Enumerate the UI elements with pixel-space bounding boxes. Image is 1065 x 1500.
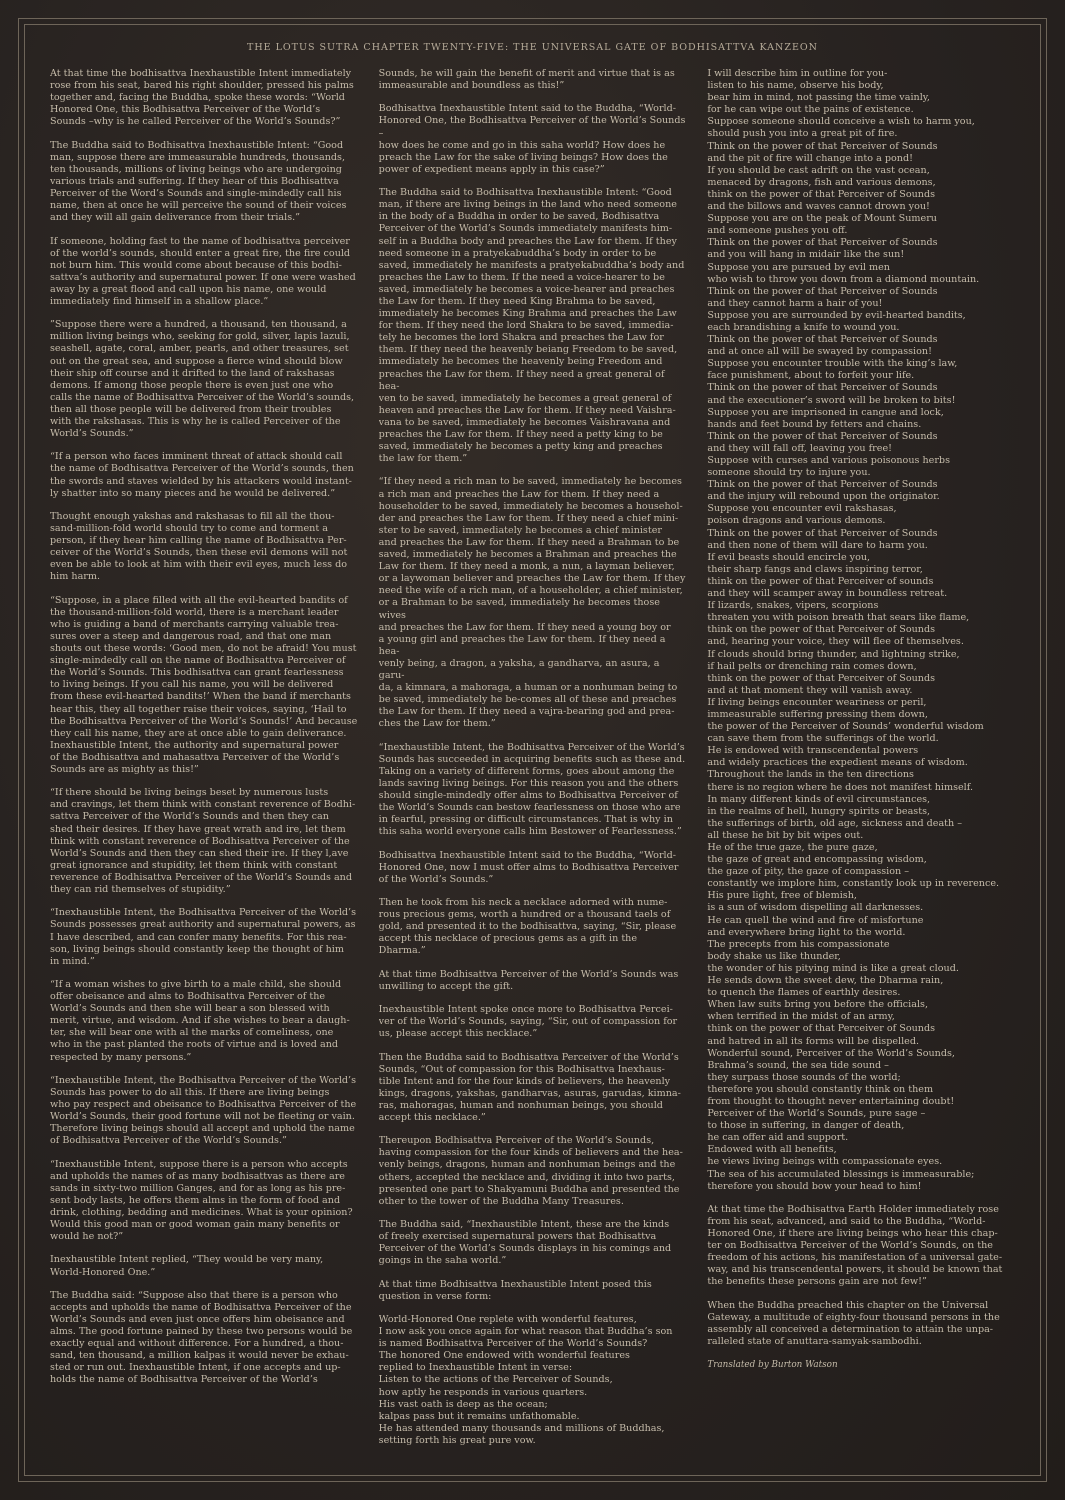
- paragraph: Bodhisattva Inexhaustible Intent said to the Buddha, “World- Honored One, the Bodhisattva Perceiver of the World’s Sounds – how does he come and go in this saha world? How does he preach the Law for the sake of living beings? How does the power of expedient means apply in this case?”: [378, 103, 686, 175]
- paragraph: The Buddha said to Bodhisattva Inexhaustible Intent: “Good man, suppose there are immeasurable hundreds, thousands, ten thousands, millions of living beings who are undergoing various trials and suffering. If they hear of this Bodhisattva Perceiver of the Word’s Sounds and single-mindedly call his name, then at once he will perceive the sound of their voices and they will all gain deliverance from their trials.”: [50, 139, 347, 224]
- paragraph: “Inexhaustible Intent, the Bodhisattva Perceiver of the World’s Sounds has power to do all this. If there are living beings who pay respect and obeisance to Bodhisattva Perceiver of the World’s Sounds, their good fortune will not be fleeting or vain. Therefore living beings should all accept and uphold the name of Bodhisattva Perceiver of the World’s Sounds.”: [50, 1074, 357, 1147]
- paragraph: “If there should be living beings beset by numerous lusts and cravings, let them think with constant reverence of Bodhi- sattva Perceiver of the World’s Sounds and then they can shed their desires. If they have great wrath and ire, let them think with constant reverence of Bodhisattva Perceiver of the World’s Sounds and then they can shed their ire. If they l,ave great ignorance and stupidity, let them think with constant reverence of Bodhisattva Perceiver of the World’s Sounds and they can rid themselves of stupidity.”: [50, 787, 356, 896]
- paragraph: “Suppose, in a place filled with all the evil-hearted bandits of the thousand-million-fold world, there is a merchant leader who is guiding a band of merchants carrying valuable trea- sures over a steep and dangerous road, and that one man shouts out these words: ‘Good men, do not be afraid! You must single-mindedly call on the name of Bodhisattva Perceiver of the World’s Sounds. This bodhisattva can grant fearlessness to living beings. If you call his name, you will be delivered from these evil-hearted bandits!’ When the band if merchants hear this, they all together raise their voices, saying, ‘Hail to the Bodhisattva Perceiver of the World’s Sounds!’ And because they call his name, they are at once able to gain deliverance. Inexhaustible Intent, the authority and supernatural power of the Bodhisattva and mahasattva Perceiver of the World’s Sounds are as mighty as this!”: [50, 594, 358, 775]
- paragraph: I will describe him in outline for you- listen to his name, observe his body, bear him in mind, not passing the time vainly, for he can wipe out the pains of existence. Suppose someone should conceive a wish to harm you, should push you into a great pit of fire. Think on the power of that Perceiver of Sounds and the pit of fire will change into a pond! If you should be cast adrift on the vast ocean, menaced by dragons, fish and various demons, think on the power of that Perceiver of Sounds and the billows and waves cannot drown you! Suppose you are on the peak of Mount Sumeru and someone pushes you off. Think on the power of that Perceiver of Sounds and you will hang in midair like the sun! Suppose you are pursued by evil men who wish to throw you down from a diamond mountain. Think on the power of that Perceiver of Sounds and they cannot harm a hair of you! Suppose you are surrounded by evil-hearted bandits, each brandishing a knife to wound you. Think on the power of that Perceiver of Sounds and at once all will be swayed by compassion! Suppose you encounter trouble with the king’s law, face punishment, about to forfeit your life. Think on the power of that Perceiver of Sounds and the executioner’s sword will be broken to bits! Suppose you are imprisoned in cangue and lock, hands and feet bound by fetters and chains. Think on the power of that Perceiver of Sounds and they will fall off, leaving you free! Suppose with curses and various poisonous herbs someone should try to injure you. Think on the power of that Perceiver of Sounds and the injury will rebound upon the originator. Suppose you encounter evil rakshasas, poison dragons and various demons. Think on the power of that Perceiver of Sounds and then none of them will dare to harm you. If evil beasts should encircle you, their sharp fangs and claws inspiring terror, think on the power of that Perceiver of sounds and they will scamper away in boundless retreat. If lizards, snakes, vipers, scorpions threaten you with poison breath that sears like flame, think on the power of that Perceiver of Sounds and, hearing your voice, they will flee of themselves. If clouds should bring thunder, and lightning strike, if hail pelts or drenching rain comes down, think on the power of that Perceiver of Sounds and at that moment they will vanish away. If living beings encounter weariness or peril, immeasurable suffering pressing them down, the power of the Perceiver of Sounds’ wonderful wisdom can save them from the sufferings of the world. He is endowed with transcendental powers and widely practices the expedient means of wisdom. Throughout the lands in the ten directions there is no region where he does not manifest himself. In many different kinds of evil circumstances, in the realms of hell, hungry spirits or beasts, the sufferings of birth, old age, sickness and death – all these he bit by bit wipes out. He of the true gaze, the pure gaze, the gaze of great and encompassing wisdom, the gaze of pity, the gaze of compassion – constantly we implore him, constantly look up in reverence. His pure light, free of blemish, is a sun of wisdom dispelling all darknesses. He can quell the wind and fire of misfortune and everywhere bring light to the world. The precepts from his compassionate body shake us like thunder, the wonder of his pitying mind is like a great cloud. He sends down the sweet dew, the Dharma rain, to quench the flames of earthly desires. When law suits bring you before the officials, when terrified in the midst of an army, think on the power of that Perceiver of Sounds and hatred in all its forms will be dispelled. Wonderful sound, Perceiver of the World’s Sounds, Brahma’s sound, the sea tide sound – they surpass those sounds of the world; therefore you should constantly think on them from thought to thought never entertaining doubt! Perceiver of the World’s Sounds, pure sage – to those in suffering, in danger of death, he can offer aid and support. Endowed with all benefits, he views living beings with compassionate eyes. The sea of his accumulated blessings is immeasurable; therefore you should bow your head to him!: [707, 68, 1000, 1192]
- paragraph: The Buddha said, “Inexhaustible Intent, these are the kinds of freely exercised supernatural powers that Bodhisattva Perceiver of the World’s Sounds displays in his comings and goings in the saha world.”: [378, 1219, 672, 1267]
- paragraph: Then the Buddha said to Bodhisattva Perceiver of the World’s Sounds, “Out of compassion for this Bodhisattva Inexhaus- tible Intent and for the four kinds of believers, the heavenly kings, dragons, yakshas, gandharvas, asuras, garudas, kimna- ras, mahoragas, human and nonhuman beings, you should accept this necklace.”: [378, 1051, 681, 1123]
- paragraph: Inexhaustible Intent spoke once more to Bodhisattva Percei- ver of the World’s Sounds, saying, “Sir, out of compassion for us, please accept this necklace.”: [378, 1004, 678, 1040]
- paragraph: “If a person who faces imminent threat of attack should call the name of Bodhisattva Perceiver of the World’s sounds, then the swords and staves wielded by his attackers would instant- ly shatter into so many pieces and he would be delivered.”: [50, 451, 354, 499]
- paragraph: At that time the bodhisattva Inexhaustible Intent immediately rose from his seat, bared his right shoulder, pressed his palms together and, facing the Buddha, spoke these words: “World Honored One, this Bodhisattva Perceiver of the World’s Sounds –why is he called Perceiver of the World’s Sounds?”: [50, 68, 354, 128]
- paragraph: “Inexhaustible Intent, the Bodhisattva Perceiver of the World’s Sounds has succeeded in acquiring benefits such as these and. Taking on a variety of different forms, goes about among the lands saving living beings. For this reason you and the others should single-mindedly offer alms to Bodhisattva Perceiver of the World’s Sounds can bestow fearlessness on those who are in fearful, pressing or difficult circumstances. That is why in this saha world everyone calls him Bestower of Fearlessness.”: [378, 741, 686, 838]
- paragraph: At that time Bodhisattva Perceiver of the World’s Sounds was unwilling to accept the gift.: [378, 968, 679, 992]
- paragraph: “Inexhaustible Intent, suppose there is a person who accepts and upholds the names of as many bodhisattvas as there are sands in sixty-two million Ganges, and for as long as his pre- sent body lasts, he offers them alms in the form of food and drink, clothing, bedding and medicines. What is your opinion? Would this good man or good woman gain many benefits or would he not?”: [50, 1158, 353, 1243]
- paragraph: The Buddha said to Bodhisattva Inexhaustible Intent: “Good man, if there are living beings in the land who need someone in the body of a Buddha in order to be saved, Bodhisattva Perceiver of the World’s Sounds immediately manifests him- self in a Buddha body and preaches the Law for them. If they need someone in a pratyekabuddha’s body in order to be saved, immediately he manifests a pratyekabuddha’s body and preaches the Law to them. If the need a voice-hearer to be saved, immediately he becomes a voice-hearer and preaches the Law for them. If they need King Brahma to be saved, immediately he becomes King Brahma and preaches the Law for them. If they need the lord Shakra to be saved, immedia- tely he becomes the lord Shakra and preaches the Law for them. If they need the heavenly beiang Freedom to be saved, immediately he becomes the heavenly being Freedom and preaches the Law for them. If they need a great general of hea- ven to be saved, immediately he becomes a great general of heaven and preaches the Law for them. If they need Vaishra- vana to be saved, immediately he becomes Vaishravana and preaches the Law for them. If they need a petty king to be saved, immediately he becomes a petty king and preaches the law for them.”: [378, 187, 685, 465]
- paragraph: Thereupon Bodhisattva Perceiver of the World’s Sounds, having compassion for the four kinds of believers and the hea- venly beings, dragons, human and nonhuman beings and the others, accepted the necklace and, dividing it into two parts, presented one part to Shakyamuni Buddha and presented the other to the tower of the Buddha Many Treasures.: [378, 1135, 683, 1207]
- paragraph: “If a woman wishes to give birth to a male child, she should offer obeisance and alms to Bodhisattva Perceiver of the World’s Sounds and then she will bear a son blessed with merit, virtue, and wisdom. And if she wishes to bear a daugh- ter, she will bear one with al the marks of comeliness, one who in the past planted the roots of virtue and is loved and respected by many persons.”: [50, 978, 350, 1063]
- paragraph: The Buddha said: “Suppose also that there is a person who accepts and upholds the name of Bodhisattva Perceiver of the World’s Sounds and even just once offers him obeisance and alms. The good fortune pained by these two persons would be exactly equal and without difference. For a hundred, a thou- sand, ten thousand, a million kalpas it would never be exhau- sted or run out. Inexhaustible Intent, if one accepts and up- holds the name of Bodhisattva Perceiver of the World’s: [50, 1289, 353, 1386]
- column-right: [707, 68, 1015, 1468]
- paragraph: ”Suppose there were a hundred, a thousand, ten thousand, a million living beings who, seeking for gold, silver, lapis lazuli, seashell, agate, coral, amber, pearls, and other treasures, set out on the great sea, and suppose a fierce wind should blow their ship off course and it drifted to the land of rakshasas demons. If among those people there is even just one who calls the name of Bodhisattva Perceiver of the World’s sounds, then all those people will be delivered from their troubles with the rakshasas. This is why he is called Perceiver of the World’s Sounds.”: [50, 319, 355, 440]
- column-left: [50, 68, 358, 1468]
- column-middle: [379, 68, 687, 1468]
- paragraph: At that time the Bodhisattva Earth Holder immediately rose from his seat, advanced, and said to the Buddha, “World- Honored One, if there are living beings who hear this chap- ter on Bodhisattva Perceiver of the World’s Sounds, on the freedom of his actions, his manifestation of a universal gate- way, and his transcendental powers, it should be known that the benefits these persons gain are not few!”: [707, 1203, 1003, 1288]
- paragraph: Thought enough yakshas and rakshasas to fill all the thou- sand-million-fold world should try to come and torment a person, if they hear him calling the name of Bodhisattva Per- ceiver of the World’s Sounds, then these evil demons will not even be able to look at him with their evil eyes, much less do him harm.: [50, 510, 348, 583]
- paragraph: At that time Bodhisattva Inexhaustible Intent posed this question in verse form:: [378, 1278, 652, 1302]
- paragraph: Inexhaustible Intent replied, “They would be very many, World-Honored One.”: [50, 1254, 324, 1278]
- translator-credit: Translated by Burton Watson: [707, 1360, 838, 1371]
- text-columns: [50, 68, 1015, 1468]
- paragraph: When the Buddha preached this chapter on the Universal Gateway, a multitude of eighty-four thousand persons in the assembly all conceived a determination to attain the unpa- ralleled state of anuttara-samyak-sambodhi.: [707, 1299, 1000, 1348]
- paragraph: Sounds, he will gain the benefit of merit and virtue that is as immeasurable and boundless as this!”: [378, 68, 675, 92]
- paragraph: “If they need a rich man to be saved, immediately he becomes a rich man and preaches the Law for them. If they need a householder to be saved, immediately he becomes a househol- der and preaches the Law for them. If they need a chief mini- ster to be saved, immediately he becomes a chief minister and preaches the Law for them. If they need a Brahman to be saved, immediately he becomes a Brahman and preaches the Law for them. If they need a monk, a nun, a layman believer, or a laywoman believer and preaches the Law for them. If they need the wife of a rich man, of a householder, a chief minister, or a Brahman to be saved, immediately he becomes those wives and preaches the Law for them. If they need a young boy or a young girl and preaches the Law for them. If they need a hea- venly being, a dragon, a yaksha, a gandharva, an asura, a garu- da, a kimnara, a mahoraga, a human or a nonhuman being to be saved, immediately he be-comes all of these and preaches the Law for them. If they need a vajra-bearing god and prea- ches the Law for them.”: [378, 476, 686, 730]
- paragraph: Then he took from his neck a necklace adorned with nume- rous precious gems, worth a hundred or a thousand taels of gold, and presented it to the bodhisattva, saying, “Sir, please accept this necklace of precious gems as a gift in the Dharma.”: [378, 897, 677, 957]
- paragraph: World-Honored One replete with wonderful features, I now ask you once again for what reason that Buddha’s son is named Bodhisattva Perceiver of the World’s Sounds? The honored One endowed with wonderful features replied to Inexhaustible Intent in verse: Listen to the actions of the Perceiver of Sounds, how aptly he responds in various quarters. His vast oath is deep as the ocean; kalpas pass but it remains unfathomable. He has attended many thousands and millions of Buddhas, setting forth his great pure vow.: [378, 1313, 673, 1446]
- paragraph: “Inexhaustible Intent, the Bodhisattva Perceiver of the World’s Sounds possesses great authority and supernatural powers, as I have described, and can confer many benefits. For this rea- son, living beings should constantly keep the thought of him in mind.”: [50, 907, 357, 967]
- paragraph: Bodhisattva Inexhaustible Intent said to the Buddha, “World- Honored One, now I must offer alms to Bodhisattva Perceiver of the World’s Sounds.”: [378, 849, 679, 885]
- page-title: THE LOTUS SUTRA CHAPTER TWENTY-FIVE: THE UNIVERSAL GATE OF BODHISATTVA KANZEON: [247, 42, 818, 53]
- paragraph: If someone, holding fast to the name of bodhisattva perceiver of the world’s sounds, should enter a great fire, the fire could not burn him. This would come about because of this bodhi- sattva’s authority and supernatural power. If one were washed away by a great flood and call upon his name, one would immediately find himself in a shallow place.”: [50, 235, 356, 307]
